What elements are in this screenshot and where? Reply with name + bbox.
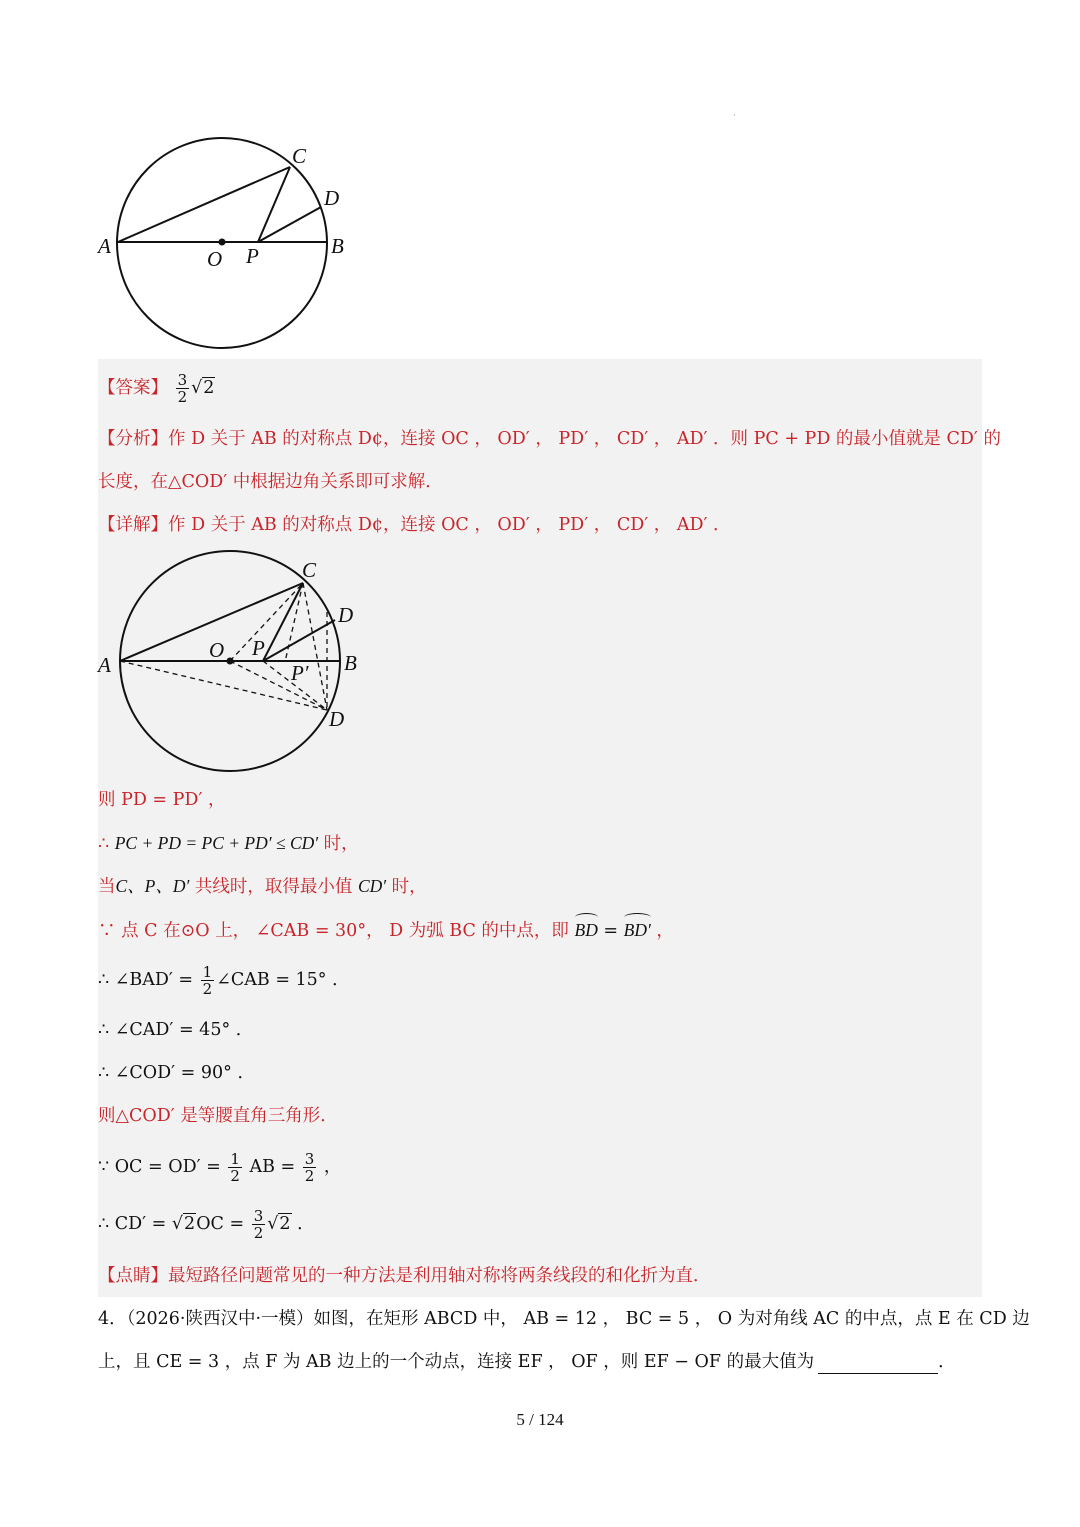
label-Pprime2: P′ — [291, 661, 309, 685]
problem-line-2: 上，且 CE = 3 ，点 F 为 AB 边上的一个动点，连接 EF ， OF ，则 EF − OF 的最大值为 ． — [98, 1352, 956, 1372]
step-1: 则 PD = PD′ ， — [98, 790, 226, 810]
answer-root: √2 — [191, 378, 215, 398]
label-C: C — [292, 144, 307, 168]
step-10: ∴ CD′ = √2OC = $\frac{3}{2}$ √2 ． — [98, 1207, 315, 1242]
step-6: ∴ ∠CAD′ = 45° ． — [98, 1020, 254, 1040]
label-P: P — [246, 244, 259, 268]
step-9: ∵ OC = OD′ = $\frac{1}{2}$ AB = $\frac{3}{2}$ ， — [98, 1150, 342, 1185]
label-O: O — [207, 247, 223, 271]
figure-circle-2 — [95, 550, 370, 775]
label-B: B — [331, 234, 344, 258]
answer-blank[interactable] — [818, 1355, 938, 1374]
analysis-line-1: 【分析】作 D 关于 AB 的对称点 D¢，连接 OC ， OD′ ， PD′ ， CD′ ， AD′ ．则 PC + PD 的最小值就是 CD′ 的 — [98, 429, 1001, 449]
label-D2: D — [338, 603, 354, 627]
stray-mark: · — [733, 111, 736, 121]
label-C2: C — [302, 558, 317, 582]
step-7: ∴ ∠COD′ = 90° ． — [98, 1063, 255, 1083]
label-O2: O — [209, 638, 225, 662]
label-A: A — [98, 234, 111, 258]
label-P2: P — [252, 636, 265, 660]
figure-circle-1 — [95, 135, 365, 350]
answer-tag: 【答案】 — [98, 378, 168, 398]
detail-line-1: 【详解】作 D 关于 AB 的对称点 D¢，连接 OC ， OD′ ， PD′ ， CD′ ， AD′ ． — [98, 515, 731, 535]
answer-fraction: $\frac{3}{2}$ — [177, 371, 188, 406]
step-8: 则△COD′ 是等腰直角三角形． — [98, 1106, 338, 1126]
step-4: ∵ 点 C 在⊙O 上， ∠CAB = 30°， D 为弧 BC 的中点，即 BD = BD′ ， — [98, 920, 674, 941]
step-2: ∴ PC + PD = PC + PD′ ≤ CD′ 时， — [98, 833, 359, 854]
step-5: ∴ ∠BAD′ = $\frac{1}{2}$ ∠CAB = 15° ． — [98, 963, 350, 998]
label-A2: A — [98, 653, 111, 677]
page-number: 5 / 124 — [516, 1410, 564, 1429]
label-Dprime2: D — [329, 707, 345, 731]
step-3: 当C、P、D′ 共线时，取得最小值 CD′ 时， — [98, 876, 427, 897]
label-B2: B — [344, 651, 357, 675]
analysis-line-2: 长度，在△COD′ 中根据边角关系即可求解． — [98, 472, 443, 492]
answer-line — [98, 368, 215, 408]
problem-line-1: 4．（2026·陕西汉中·一模）如图，在矩形 ABCD 中， AB = 12 ， BC = 5 ， O 为对角线 AC 的中点，点 E 在 CD 边 — [98, 1309, 1030, 1329]
label-D: D — [324, 186, 340, 210]
tip-line: 【点睛】最短路径问题常见的一种方法是利用轴对称将两条线段的和化折为直． — [98, 1266, 711, 1286]
